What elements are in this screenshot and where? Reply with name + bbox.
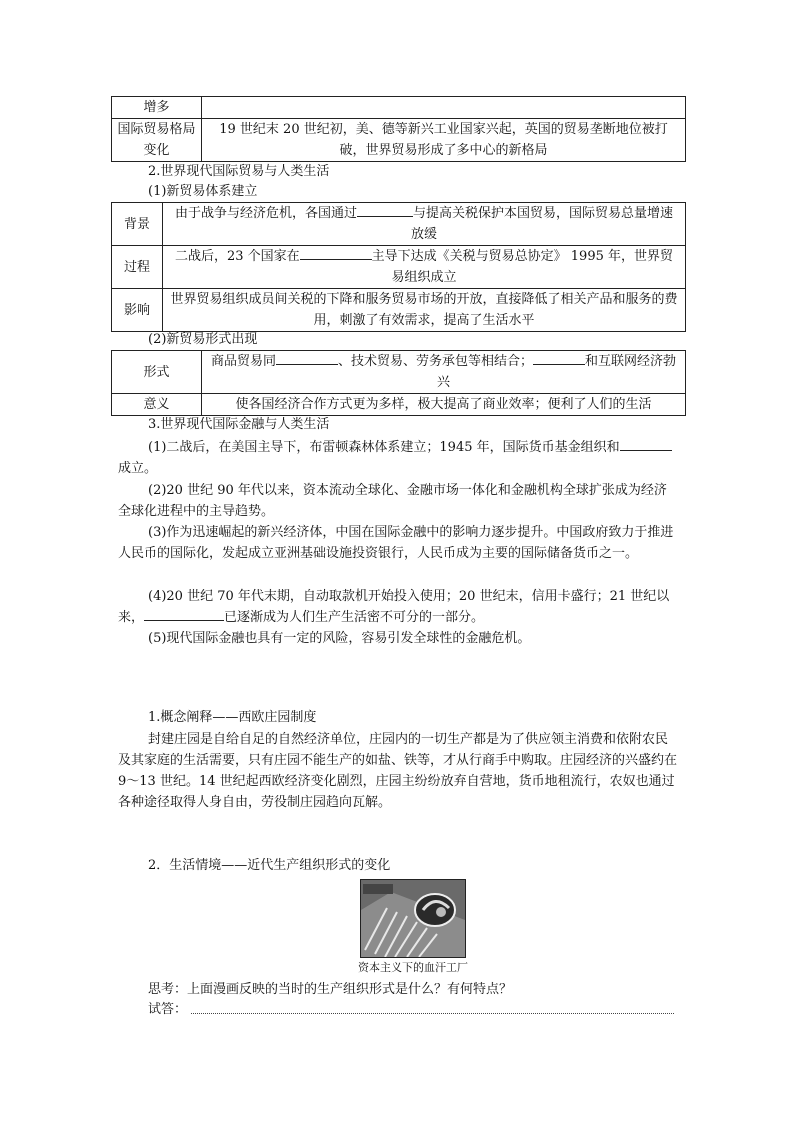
fill-blank <box>300 246 372 260</box>
table-cell-empty <box>202 97 686 119</box>
table-label-form: 形式 <box>112 351 202 394</box>
fill-blank <box>533 351 585 365</box>
think-question: 思考：上面漫画反映的当时的生产组织形式是什么？有何特点？ <box>148 982 513 997</box>
new-trade-forms-table <box>111 350 686 416</box>
table-label-significance: 意义 <box>112 394 202 416</box>
table-cell-impact: 世界贸易组织成员间关税的下降和服务贸易市场的开放，直接降低了相关产品和服务的费用，刺激了有效需求，提高了生活水平 <box>163 289 686 332</box>
table-cell-background: 由于战争与经济危机，各国通过 与提高关税保护本国贸易，国际贸易总量增速放缓 <box>163 203 686 246</box>
table-label-increase: 增多 <box>112 97 202 119</box>
table-label-background: 背景 <box>112 203 163 246</box>
answer-label: 试答： <box>148 1002 188 1017</box>
table-cell-significance: 使各国经济合作方式更为多样，极大提高了商业效率；便利了人们的生活 <box>202 394 686 416</box>
concept-heading: 1.概念阐释——西欧庄园制度 <box>148 710 317 725</box>
cartoon-caption: 资本主义下的血汗工厂 <box>358 961 468 974</box>
table-cell-process: 二战后，23 个国家在 主导下达成《关税与贸易总协定》 1995 年，世界贸易组织成立 <box>163 246 686 289</box>
scenario-heading: 2．生活情境——近代生产组织形式的变化 <box>148 858 391 873</box>
answer-line[interactable] <box>191 1013 674 1014</box>
table-label-impact: 影响 <box>112 289 163 332</box>
fill-blank <box>620 437 672 451</box>
fill-blank <box>276 351 338 365</box>
trade-pattern-table <box>111 96 686 162</box>
finance-paragraph-1: (1)二战后，在美国主导下，布雷顿森林体系建立；1945 年，国际货币基金组织和成立。 <box>118 437 678 479</box>
finance-paragraph-3: (3)作为迅速崛起的新兴经济体，中国在国际金融中的影响力逐步提升。中国政府致力于推进人民币的国际化，发起成立亚洲基础设施投资银行，人民币成为主要的国际储备货币之一。 <box>118 525 674 561</box>
section-heading-modern-finance: 3.世界现代国际金融与人类生活 <box>148 417 330 432</box>
table-cell-form: 商品贸易同 、技术贸易、劳务承包等相结合； 和互联网经济勃兴 <box>202 351 686 394</box>
subheading-new-trade-system: (1)新贸易体系建立 <box>148 184 258 199</box>
table-label-process: 过程 <box>112 246 163 289</box>
sweatshop-cartoon-image <box>360 879 466 958</box>
new-trade-system-table <box>111 202 686 332</box>
fill-blank <box>357 203 413 217</box>
concept-body: 封建庄园是自给自足的自然经济单位，庄园内的一切生产都是为了供应领主消费和依附农民及其家庭的生活需要，只有庄园不能生产的如盐、铁等，才从行商手中购取。庄园经济的兴盛约在 9～13 世纪。14 世纪起西欧经济变化剧烈，庄园主纷纷放弃自营地，货币地租流行，农奴也通过各种途径取得人身自由，劳役制庄园趋向瓦解。 <box>118 732 678 810</box>
section-heading-modern-trade: 2.世界现代国际贸易与人类生活 <box>148 164 330 179</box>
table-cell-pattern-change: 19 世纪末 20 世纪初，美、德等新兴工业国家兴起，英国的贸易垄断地位被打破，世界贸易形成了多中心的新格局 <box>202 119 686 162</box>
fill-blank <box>144 607 224 621</box>
table-label-pattern-change: 国际贸易格局变化 <box>112 119 202 162</box>
subheading-new-trade-forms: (2)新贸易形式出现 <box>148 332 258 347</box>
finance-paragraph-4: (4)20 世纪 70 年代末期，自动取款机开始投入使用；20 世纪末，信用卡盛行；21 世纪以来， 已逐渐成为人们生产生活密不可分的一部分。 <box>118 589 670 625</box>
finance-paragraph-2: (2)20 世纪 90 年代以来，资本流动全球化、金融市场一体化和金融机构全球扩张成为经济全球化进程中的主导趋势。 <box>118 483 667 519</box>
finance-paragraph-5: (5)现代国际金融也具有一定的风险，容易引发全球性的金融危机。 <box>148 631 531 646</box>
